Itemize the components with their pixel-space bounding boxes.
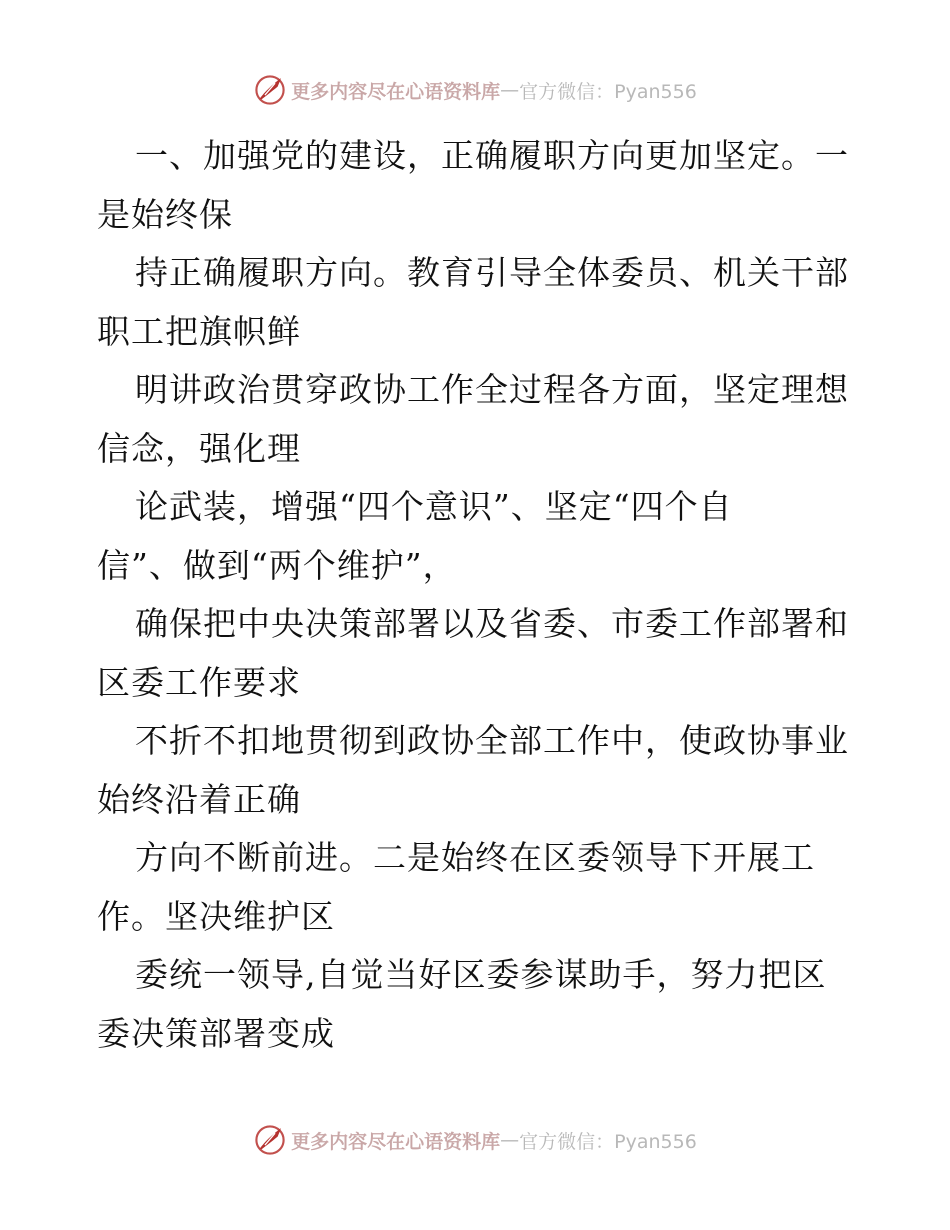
pen-nib-logo-icon [253,1123,287,1157]
header-banner [0,70,950,110]
paragraph [97,478,857,595]
paragraph [97,595,857,712]
paragraph-line: 信”、做到“两个维护”， [97,545,457,585]
paragraph [97,244,857,361]
paragraph-line: 委决策部署变成 [97,1013,335,1053]
paragraph [97,829,857,946]
paragraph-line: 始终沿着正确 [97,779,301,819]
paragraph-line: 职工把旗帜鲜 [97,311,301,351]
paragraph [97,946,857,1063]
footer-dash: — [500,1129,520,1151]
paragraph [97,361,857,478]
document-body [97,127,857,1063]
paragraph [97,127,857,244]
header-dash: — [500,79,520,101]
paragraph-line: 论武装，增强“四个意识”、坚定“四个自 [135,487,733,526]
paragraph-line: 明讲政治贯穿政协工作全过程各方面，坚定理想 [135,370,849,409]
paragraph-line: 不折不扣地贯彻到政协全部工作中，使政协事业 [135,721,849,760]
paragraph-line: 确保把中央决策部署以及省委、市委工作部署和 [135,604,849,643]
pen-nib-logo-icon [253,73,287,107]
footer-brand-text: 更多内容尽在心语资料库 [291,1130,501,1153]
paragraph-line: 信念，强化理 [97,428,301,468]
paragraph-line: 区委工作要求 [97,662,301,702]
header-wechat-text: 官方微信：Pyan556 [519,80,697,103]
paragraph-line: 是始终保 [97,194,233,234]
paragraph-line: 方向不断前进。二是始终在区委领导下开展工 [135,838,815,877]
footer-banner [0,1120,950,1160]
paragraph-line: 作。坚决维护区 [97,896,335,936]
footer-wechat-text: 官方微信：Pyan556 [519,1130,697,1153]
paragraph-line: 持正确履职方向。教育引导全体委员、机关干部 [135,253,849,292]
paragraph-line: 委统一领导,自觉当好区委参谋助手，努力把区 [135,955,827,994]
paragraph-line: 一、加强党的建设，正确履职方向更加坚定。一 [135,136,849,175]
paragraph [97,712,857,829]
header-brand-text: 更多内容尽在心语资料库 [291,80,501,103]
